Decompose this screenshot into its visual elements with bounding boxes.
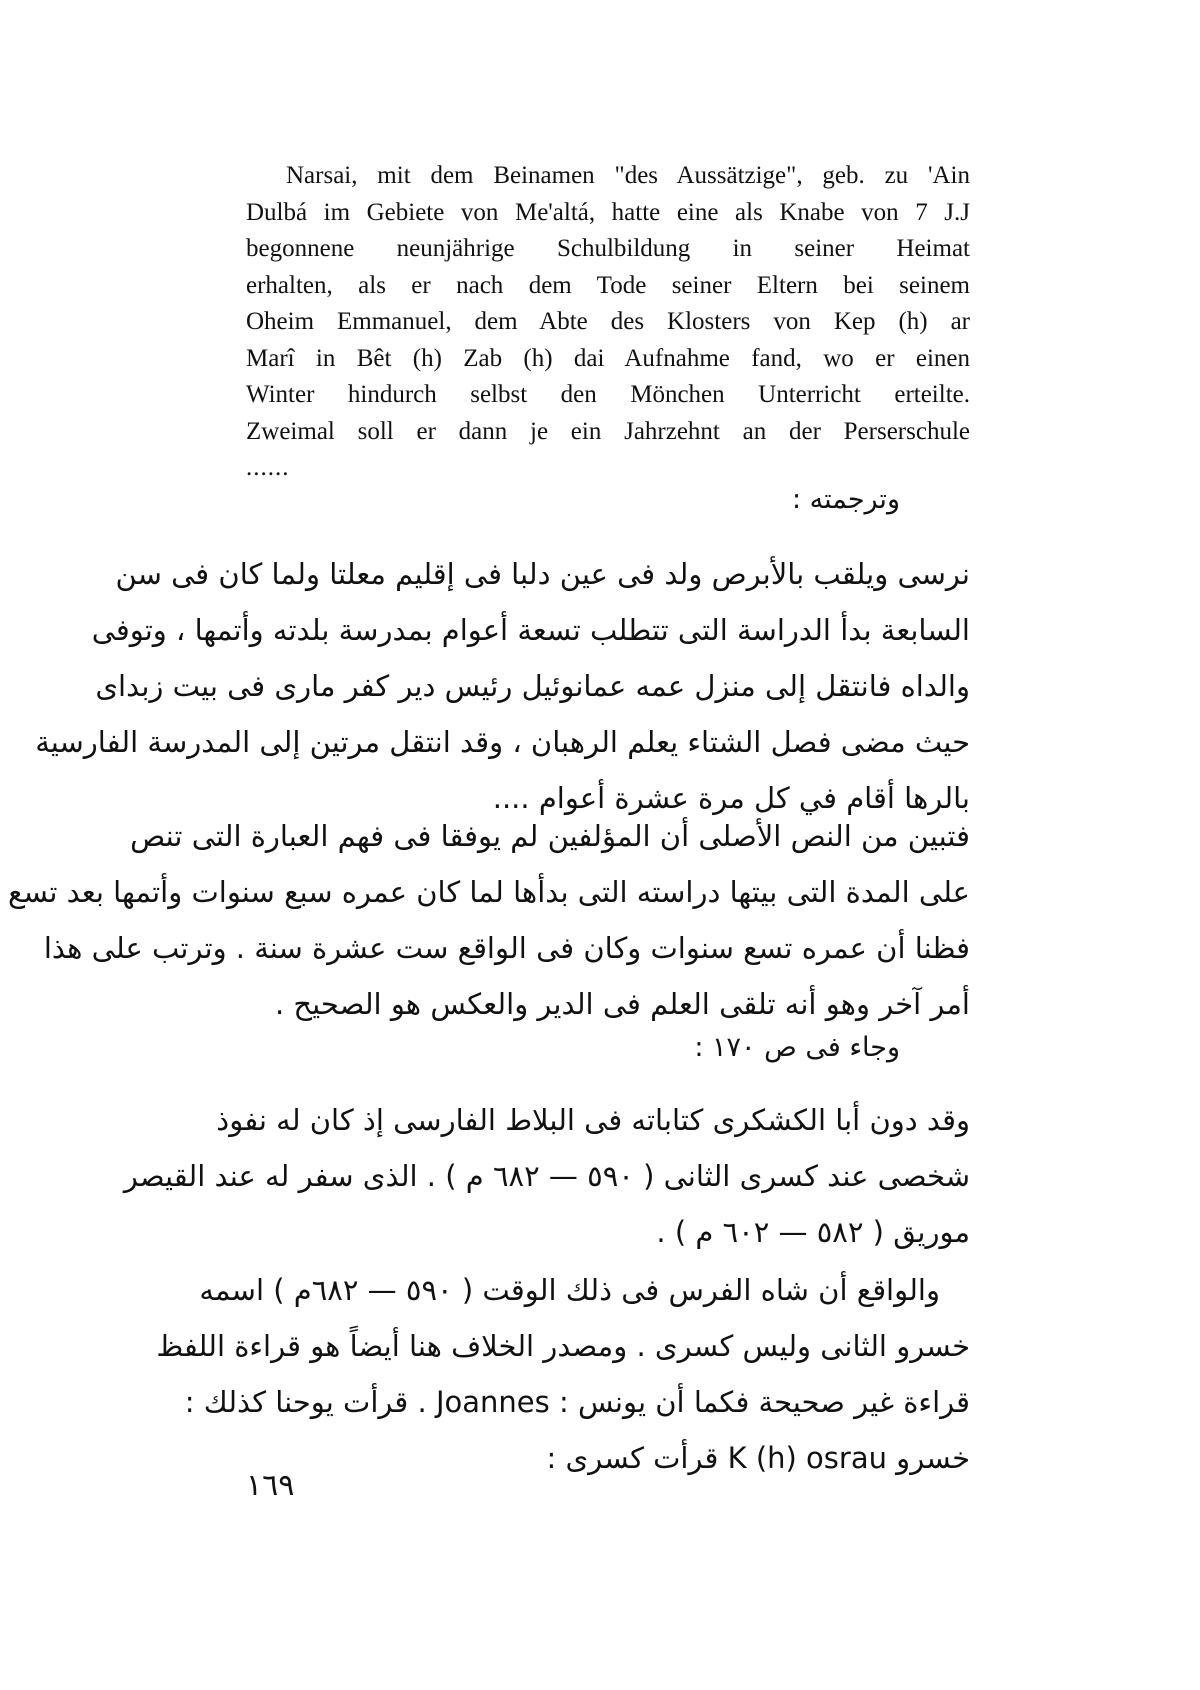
german-line: Oheim Emmanuel, dem Abte des Klosters von Kep (h) ar <box>246 308 970 335</box>
arabic-line: شخصى عند كسرى الثانى ( ٥٩٠ — ٦٨٢ م ) . الذى سفر له عند القيصر <box>123 1159 970 1193</box>
translation-heading: وترجمته : <box>791 484 900 515</box>
german-ellipsis: ...... <box>246 454 290 481</box>
german-line: begonnene neunjährige Schulbildung in seiner Heimat <box>246 235 970 262</box>
german-line: erhalten, als er nach dem Tode seiner Eltern bei seinem <box>246 271 970 299</box>
arabic-line: نرسى ويلقب بالأبرص ولد فى عين دلبا فى إقليم معلتا ولما كان فى سن <box>115 557 970 591</box>
german-line: Marî in Bêt (h) Zab (h) dai Aufnahme fand, wo er einen <box>246 344 970 372</box>
arabic-line: حيث مضى فصل الشتاء يعلم الرهبان ، وقد انتقل مرتين إلى المدرسة الفارسية <box>35 725 970 759</box>
arabic-line: على المدة التى بيتها دراسته التى بدأها لما كان عمره سبع سنوات وأتمها بعد تسع <box>8 875 970 909</box>
arabic-line: خسرو الثانى وليس كسرى . ومصدر الخلاف هنا أيضاً هو قراءة اللفظ <box>156 1329 970 1363</box>
arabic-line: بالرها أقام في كل مرة عشرة أعوام .... <box>492 781 970 815</box>
arabic-line: وقد دون أبا الكشكرى كتاباته فى البلاط الفارسى إذ كان له نفوذ <box>216 1103 970 1137</box>
arabic-line: فظنا أن عمره تسع سنوات وكان فى الواقع ست عشرة سنة . وترتب على هذا <box>43 931 970 965</box>
arabic-correction-paragraph <box>156 1262 970 1486</box>
arabic-line: قراءة غير صحيحة فكما أن يونس : Joannes . قرأت يوحنا كذلك : <box>184 1385 970 1419</box>
german-line: Narsai, mit dem Beinamen "des Aussätzige", geb. zu 'Ain <box>286 162 970 189</box>
arabic-line: موريق ( ٥٨٢ — ٦٠٢ م ) . <box>656 1215 970 1249</box>
german-line: Dulbá im Gebiete von Me'altá, hatte eine als Knabe von 7 J.J <box>246 198 970 226</box>
arabic-line: خسرو K (h) osrau قرأت كسرى : <box>546 1441 970 1475</box>
arabic-quote-paragraph <box>123 1092 970 1260</box>
arabic-commentary-paragraph <box>8 808 970 1032</box>
german-quote-paragraph <box>246 158 970 487</box>
page170-heading: وجاء فى ص ١٧٠ : <box>694 1032 900 1063</box>
german-line: Winter hindurch selbst den Mönchen Unterricht erteilte. <box>246 381 970 408</box>
page-number: ١٦٩ <box>246 1468 295 1503</box>
german-line: Zweimal soll er dann je ein Jahrzehnt an der Perserschule <box>246 417 970 445</box>
arabic-line: أمر آخر وهو أنه تلقى العلم فى الدير والعكس هو الصحيح . <box>274 987 970 1021</box>
arabic-line: فتبين من النص الأصلى أن المؤلفين لم يوفقا فى فهم العبارة التى تنص <box>130 819 970 853</box>
arabic-translation-paragraph <box>35 546 970 826</box>
arabic-line: والداه فانتقل إلى منزل عمه عمانوئيل رئيس دير كفر مارى فى بيت زبداى <box>95 669 970 703</box>
arabic-line: السابعة بدأ الدراسة التى تتطلب تسعة أعوام بمدرسة بلدته وأتمها ، وتوفى <box>91 613 970 647</box>
arabic-line: والواقع أن شاه الفرس فى ذلك الوقت ( ٥٩٠ — ٦٨٢م ) اسمه <box>199 1273 940 1307</box>
